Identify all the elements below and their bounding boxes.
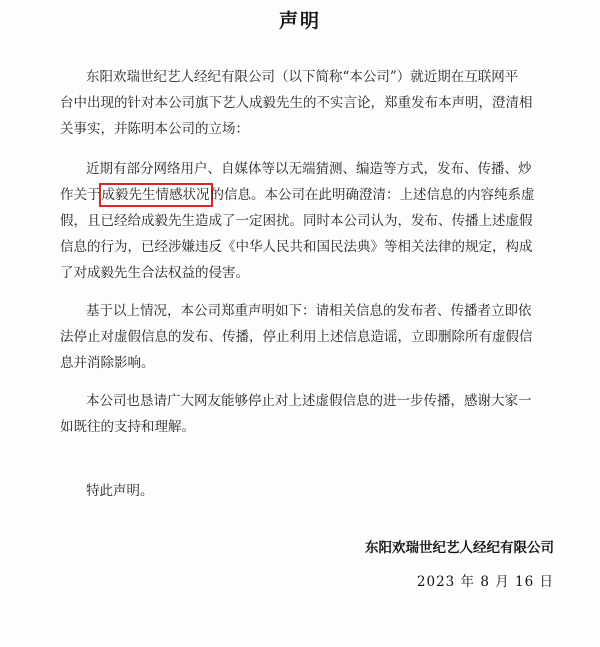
page-title: 声明 [278, 10, 321, 32]
text-line: 基于以上情况，本公司郑重声明如下：请相关信息的发布者、传播者立即依 [86, 303, 532, 319]
highlighted-phrase: 成毅先生情感状况 [101, 187, 210, 203]
text-line: 如既往的支持和理解。 [60, 419, 195, 435]
text-line: 东阳欢瑞世纪艺人经纪有限公司（以下简称“本公司”）就近期在互联网平 [86, 69, 519, 85]
text-line: 近期有部分网络用户、自媒体等以无端猜测、编造等方式，发布、传播、炒 [86, 161, 532, 177]
text-line: 息并消除影响。 [60, 355, 155, 371]
text-line-with-highlight [60, 182, 558, 208]
text-line: 本公司也恳请广大网友能够停止对上述虚假信息的进一步传播，感谢大家一 [86, 393, 532, 409]
paragraph-declaration [60, 298, 558, 376]
paragraph-intro [60, 64, 558, 142]
signature-company: 东阳欢瑞世纪艺人经纪有限公司 [365, 540, 554, 556]
text-line: 了对成毅先生合法权益的侵害。 [60, 265, 249, 281]
text-segment: 的信息。本公司在此明确澄清：上述信息的内容纯系虚 [210, 187, 535, 203]
text-line: 特此声明。 [86, 483, 154, 499]
text-line: 关事实，并陈明本公司的立场： [60, 121, 249, 137]
text-line: 台中出现的针对本公司旗下艺人成毅先生的不实言论，郑重发布本声明，澄清相 [60, 95, 533, 111]
text-segment: 作关于 [60, 187, 101, 203]
text-line: 法停止对虚假信息的发布、传播，停止利用上述信息造谣，立即删除所有虚假信 [60, 329, 533, 345]
paragraph-clarification [60, 156, 558, 286]
text-line: 假，且已经给成毅先生造成了一定困扰。同时本公司认为，发布、传播上述虚假 [60, 213, 533, 229]
paragraph-appeal [60, 388, 558, 440]
text-line: 信息的行为，已经涉嫌违反《中华人民共和国民法典》等相关法律的规定，构成 [60, 239, 533, 255]
paragraph-closing [60, 478, 558, 504]
signature-date: 2023 年 8 月 16 日 [416, 574, 554, 590]
